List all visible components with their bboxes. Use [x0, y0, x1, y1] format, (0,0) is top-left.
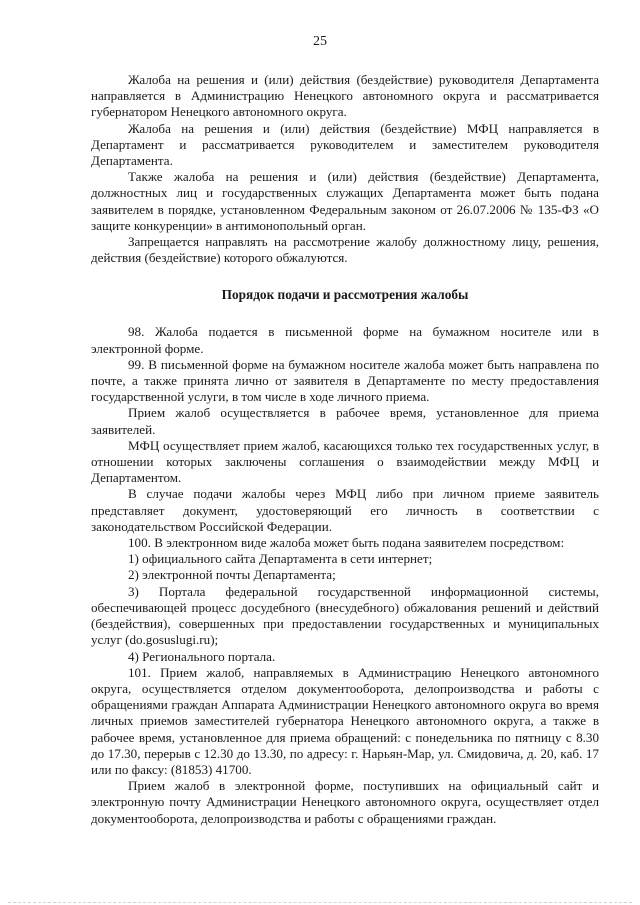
- paragraph-electronic-reception: Прием жалоб в электронной форме, поступивших на официальный сайт и электронную почту Администрации Ненецкого автономного округа, осуществляет отдел документооборота, делопроизводства и работы с обращениями граждан.: [91, 778, 599, 826]
- paragraph-identity-document: В случае подачи жалобы через МФЦ либо при личном приеме заявитель представляет документ, удостоверяющий его личность в соответствии с законодательством Российской Федерации.: [91, 486, 599, 534]
- paragraph-complaint-mfc: Жалоба на решения и (или) действия (бездействие) МФЦ направляется в Департамент и рассматривается руководителем и заместителем руководителя Департамента.: [91, 120, 599, 169]
- list-item-regional-portal: 4) Регионального портала.: [128, 648, 276, 664]
- list-item-federal-portal: 3) Портала федеральной государственной информационной системы, обеспечивающей процесс досудебного (внесудебного) обжалования решений и действий (бездействия), совершенных при предоставлении государственных и муниципальных услуг (do.gosuslugi.ru);: [91, 583, 599, 648]
- paragraph-99: 99. В письменной форме на бумажном носителе жалоба может быть направлена по почте, а также принята лично от заявителя в Департаменте по месту предоставления государственной услуги, в том числе в ходе личного приема.: [91, 356, 599, 405]
- paragraph-98: 98. Жалоба подается в письменной форме на бумажном носителе или в электронной форме.: [91, 324, 599, 356]
- list-item-email: 2) электронной почты Департамента;: [128, 567, 336, 583]
- list-item-official-site: 1) официального сайта Департамента в сети интернет;: [128, 551, 433, 567]
- paragraph-working-hours: Прием жалоб осуществляется в рабочее время, установленное для приема заявителей.: [91, 405, 599, 437]
- section-heading: Порядок подачи и рассмотрения жалобы: [221, 287, 469, 303]
- document-body: [91, 72, 599, 827]
- paragraph-101: 101. Прием жалоб, направляемых в Администрацию Ненецкого автономного округа, осуществляется отделом документооборота, делопроизводства и работы с обращениями граждан Аппарата Администрации Ненецкого автономного округа во время личных приемов заместителей губернатора Ненецкого автономного округа, а также в рабочее время, установленное для приема обращений: с понедельника по пятницу с 8.30 до 17.30, перерыв с 12.30 до 13.30, по адресу: г. Нарьян-Мар, ул. Смидовича, д. 20, каб. 17 или по факсу: (81853) 41700.: [91, 664, 599, 777]
- scan-edge-line: [8, 902, 632, 903]
- paragraph-prohibition: Запрещается направлять на рассмотрение жалобу должностному лицу, решения, действия (бездействие) которого обжалуются.: [91, 234, 599, 266]
- paragraph-complaint-head-department: Жалоба на решения и (или) действия (бездействие) руководителя Департамента направляется в Администрацию Ненецкого автономного округа и рассматривается губернатором Ненецкого автономного округа.: [91, 72, 599, 120]
- paragraph-mfc-reception: МФЦ осуществляет прием жалоб, касающихся только тех государственных услуг, в отношении которых заключены соглашения о взаимодействии между МФЦ и Департаментом.: [91, 437, 599, 486]
- page-number: 25: [313, 34, 327, 49]
- paragraph-100: 100. В электронном виде жалоба может быть подана заявителем посредством:: [128, 535, 565, 551]
- paragraph-complaint-antimonopoly: Также жалоба на решения и (или) действия (бездействие) Департамента, должностных лиц и государственных служащих Департамента может быть подана заявителем в порядке, установленном Федеральным законом от 26.07.2006 № 135-ФЗ «О защите конкуренции» в антимонопольный орган.: [91, 169, 599, 233]
